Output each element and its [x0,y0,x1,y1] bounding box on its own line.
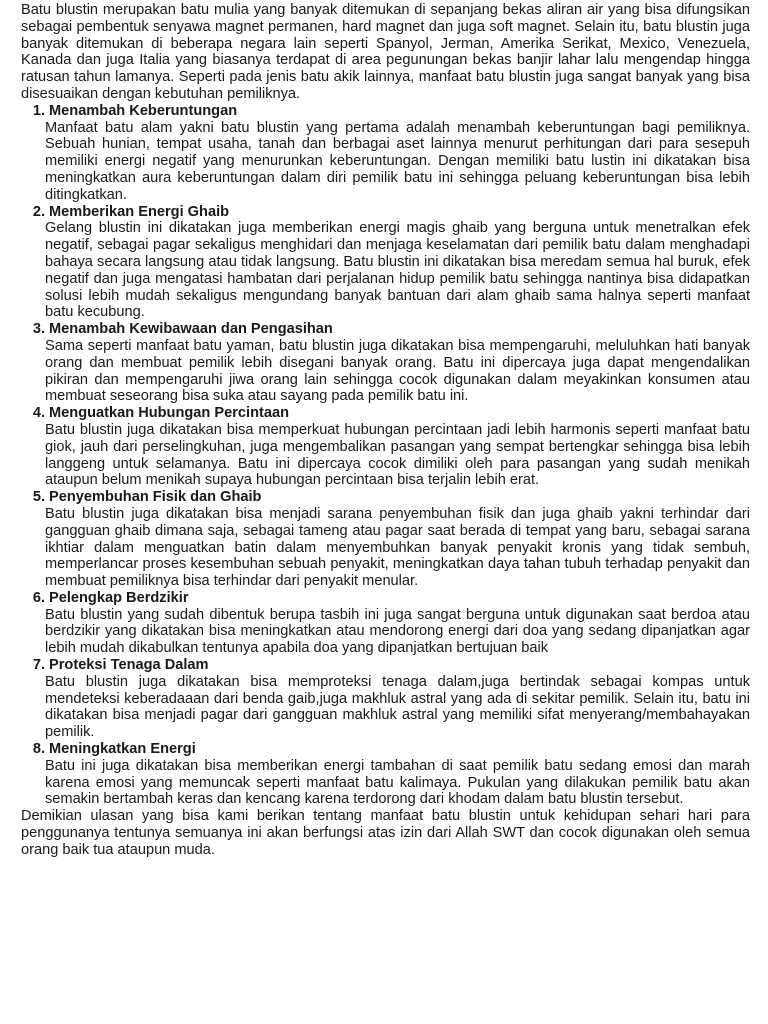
list-item-heading [21,204,750,221]
list-item [21,657,750,741]
list-item-body: Batu blustin juga dikatakan bisa memproteksi tenaga dalam,juga bertindak sebagai kompas untuk mendeteksi keberadaaan dari benda gaib,juga makhluk astral yang ada di sekitar pemilik. Selain itu, batu ini dikatakan bisa menjadi pagar dari gangguan makhluk astral yang memiliki sifat menyerang/membahayakan pemilik. [45,673,750,741]
list-item-body: Sama seperti manfaat batu yaman, batu blustin juga dikatakan bisa mempengaruhi, meluluhkan hati banyak orang dan membuat pemilik lebih disegani banyak orang. Batu ini dipercaya juga dapat mengendalikan pikiran dan mempengaruhi jiwa orang lain sehingga cocok digunakan dalam meyakinkan konsumen atau membuat seseorang bisa suka atau sayang pada pemilik batu ini. [45,337,750,405]
list-item-number: 3. [32,321,45,338]
list-item-body: Batu blustin juga dikatakan bisa menjadi sarana penyembuhan fisik dan juga ghaib yakni terhindar dari gangguan ghaib dimana saja, sebagai tameng atau pagar saat berada di tempat yang baru, sebagai sarana ikhtiar dalam menguatkan batin dalam menyembuhkan banyak penyakit kronis yang tidak sembuh, memperlancar proses kesembuhan sebuah penyakit, meningkatkan daya tahan tubuh terhadap penyakit dan membuat pemiliknya bisa terhindar dari penyakit menular. [45,505,750,590]
list-item-number: 5. [32,489,45,506]
list-item-body: Batu blustin juga dikatakan bisa memperkuat hubungan percintaan jadi lebih harmonis seperti manfaat batu giok, jauh dari perselingkuhan, juga mengembalikan pasangan yang sempat bertengkar sehingga bisa lebih langgeng untuk selamanya. Batu ini dipercaya cocok dimiliki oleh para pasangan yang sudah menikah ataupun belum menikah supaya hubungan percintaan bisa terjalin lebih erat. [45,421,750,489]
list-item-heading [21,489,750,506]
list-item-title: Menambah Keberuntungan [49,102,238,119]
list-item-body: Batu ini juga dikatakan bisa memberikan energi tambahan di saat pemilik batu sedang emosi dan marah karena emosi yang memuncak seperti manfaat batu kalimaya. Pukulan yang dilakukan pemilik batu akan semakin bertambah keras dan kencang karena terdorong dari khodam dalam batu blustin tersebut. [45,757,750,808]
list-item [21,741,750,808]
closing-paragraph: Demikian ulasan yang bisa kami berikan tentang manfaat batu blustin untuk kehidupan sehari hari para penggunanya tentunya semuanya ini akan berfungsi atas izin dari Allah SWT dan cocok digunakan oleh semua orang baik tua ataupun muda. [21,808,750,858]
list-item-number: 8. [32,741,45,758]
list-item-heading [21,741,750,758]
list-item-title: Menambah Kewibawaan dan Pengasihan [49,321,333,338]
benefit-list [21,103,750,808]
list-item-title: Penyembuhan Fisik dan Ghaib [49,489,262,506]
intro-paragraph: Batu blustin merupakan batu mulia yang banyak ditemukan di sepanjang bekas aliran air yang bisa difungsikan sebagai pembentuk senyawa magnet permanen, hard magnet dan juga soft magnet. Selain itu, batu blustin juga banyak ditemukan di beberapa negara lain seperti Spanyol, Jerman, Amerika Serikat, Mexico, Venezuela, Kanada dan juga Italia yang biasanya terdapat di area pegunungan bekas banjir lahar lalu mengendap hingga ratusan tahun lamanya. Seperti pada jenis batu akik lainnya, manfaat batu blustin juga sangat banyak yang bisa disesuaikan dengan kebutuhan pemiliknya. [21,2,750,102]
list-item-title: Memberikan Energi Ghaib [49,203,230,220]
list-item-title: Proteksi Tenaga Dalam [49,657,209,674]
list-item [21,103,750,204]
list-item-title: Pelengkap Berdzikir [49,589,189,606]
list-item-heading [21,103,750,120]
list-item-heading [21,590,750,607]
list-item [21,489,750,590]
list-item [21,321,750,405]
list-item-number: 2. [32,203,45,220]
list-item-body: Manfaat batu alam yakni batu blustin yang pertama adalah menambah keberuntungan bagi pemiliknya. Sebuah hunian, tempat usaha, tanah dan berbagai aset lainnya menurut perhitungan dari para sesepuh memiliki energi negatif yang menurunkan keberuntungan. Dengan memiliki batu lustin ini dikatakan bisa meningkatkan aura keberuntungan dalam diri pemilik batu ini sehingga peluang keberuntungan bisa lebih ditingkatkan. [45,119,750,203]
list-item-title: Meningkatkan Energi [49,741,196,758]
list-item-title: Menguatkan Hubungan Percintaan [49,405,290,422]
list-item-number: 6. [32,589,45,606]
list-item-number: 7. [32,657,45,674]
list-item [21,405,750,489]
list-item-heading [21,321,750,338]
list-item-body: Gelang blustin ini dikatakan juga memberikan energi magis ghaib yang berguna untuk menetralkan efek negatif, sebagai pagar sekaligus menghidari dan menjaga keselamatan dari pemilik batu dalam menghadapi bahaya secara langsung atau tidak langsung. Batu blustin ini dikatakan bisa meredam semua hal buruk, efek negatif dan juga mengatasi hambatan dari perjalanan hidup pemilik batu sehingga nantinya bisa didapatkan solusi lebih mudah sekaligus mengundang banyak bantuan dari alam ghaib sama halnya seperti manfaat batu kecubung. [45,220,750,321]
list-item [21,204,750,322]
list-item-body: Batu blustin yang sudah dibentuk berupa tasbih ini juga sangat berguna untuk digunakan saat berdoa atau berdzikir yang dikatakan bisa meningkatkan atau mendorong energi dari doa yang sedang dipanjatkan agar lebih mudah dikabulkan tentunya apabila doa yang dipanjatkan bertujuan baik [45,606,750,657]
list-item-heading [21,405,750,422]
list-item-heading [21,657,750,674]
list-item-number: 4. [32,405,45,422]
list-item [21,590,750,657]
list-item-number: 1. [32,102,45,119]
